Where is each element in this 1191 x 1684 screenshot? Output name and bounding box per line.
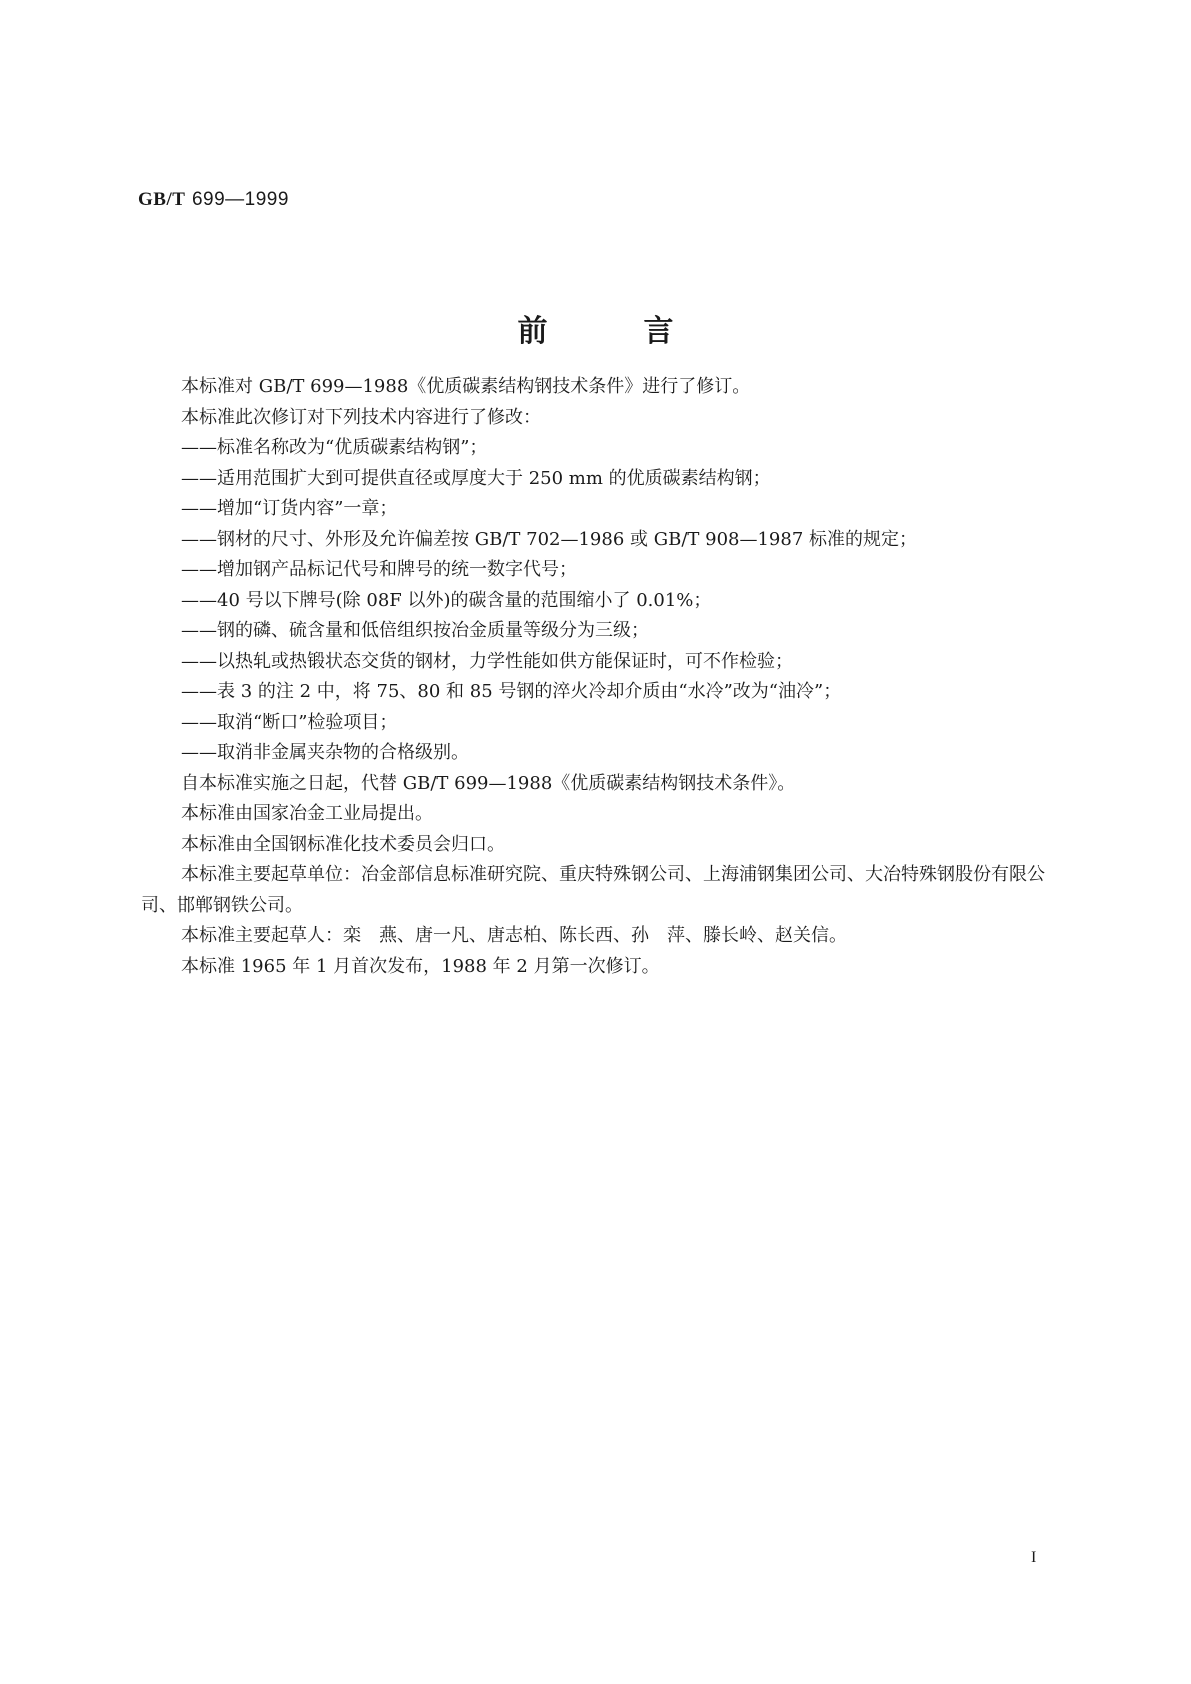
standard-code-number: 699—1999 bbox=[191, 189, 289, 210]
list-item: ——40 号以下牌号(除 08F 以外)的碳含量的范围缩小了 0.01%； bbox=[181, 589, 712, 611]
list-item: ——钢材的尺寸、外形及允许偏差按 GB/T 702—1986 或 GB/T 908—1987 标准的规定； bbox=[181, 528, 918, 550]
paragraph: 本标准主要起草单位：冶金部信息标准研究院、重庆特殊钢公司、上海浦钢集团公司、大冶特殊钢股份有限公司、邯郸钢铁公司。 bbox=[141, 864, 1045, 916]
list-item: ——钢的磷、硫含量和低倍组织按冶金质量等级分为三级； bbox=[181, 620, 649, 641]
paragraph: 本标准由国家冶金工业局提出。 bbox=[181, 803, 433, 824]
paragraph: 本标准由全国钢标准化技术委员会归口。 bbox=[181, 833, 505, 855]
paragraph: 本标准对 GB/T 699—1988《优质碳素结构钢技术条件》进行了修订。 bbox=[181, 376, 751, 397]
document-code bbox=[138, 188, 289, 211]
list-item: ——增加“订货内容”一章； bbox=[181, 498, 398, 519]
page-number: I bbox=[1031, 1549, 1037, 1566]
standard-code-prefix: GB/T bbox=[138, 189, 186, 210]
list-item: ——取消“断口”检验项目； bbox=[181, 711, 398, 733]
list-item: ——适用范围扩大到可提供直径或厚度大于 250 mm 的优质碳素结构钢； bbox=[181, 467, 771, 489]
foreword-body bbox=[141, 372, 1065, 982]
paragraph: 本标准 1965 年 1 月首次发布，1988 年 2 月第一次修订。 bbox=[181, 955, 660, 977]
list-item: ——标准名称改为“优质碳素结构钢”； bbox=[181, 437, 488, 458]
paragraph: 本标准主要起草人：栾 燕、唐一凡、唐志柏、陈长西、孙 萍、滕长岭、赵关信。 bbox=[181, 925, 847, 946]
paragraph: 本标准此次修订对下列技术内容进行了修改： bbox=[181, 406, 541, 428]
list-item: ——取消非金属夹杂物的合格级别。 bbox=[181, 742, 469, 763]
list-item: ——以热轧或热锻状态交货的钢材，力学性能如供方能保证时，可不作检验； bbox=[181, 650, 793, 672]
list-item: ——增加钢产品标记代号和牌号的统一数字代号； bbox=[181, 559, 577, 580]
page-title: 前言 bbox=[517, 314, 770, 349]
paragraph: 自本标准实施之日起，代替 GB/T 699—1988《优质碳素结构钢技术条件》。 bbox=[181, 772, 796, 794]
list-item: ——表 3 的注 2 中，将 75、80 和 85 号钢的淬火冷却介质由“水冷”改为“油冷”； bbox=[181, 681, 842, 702]
